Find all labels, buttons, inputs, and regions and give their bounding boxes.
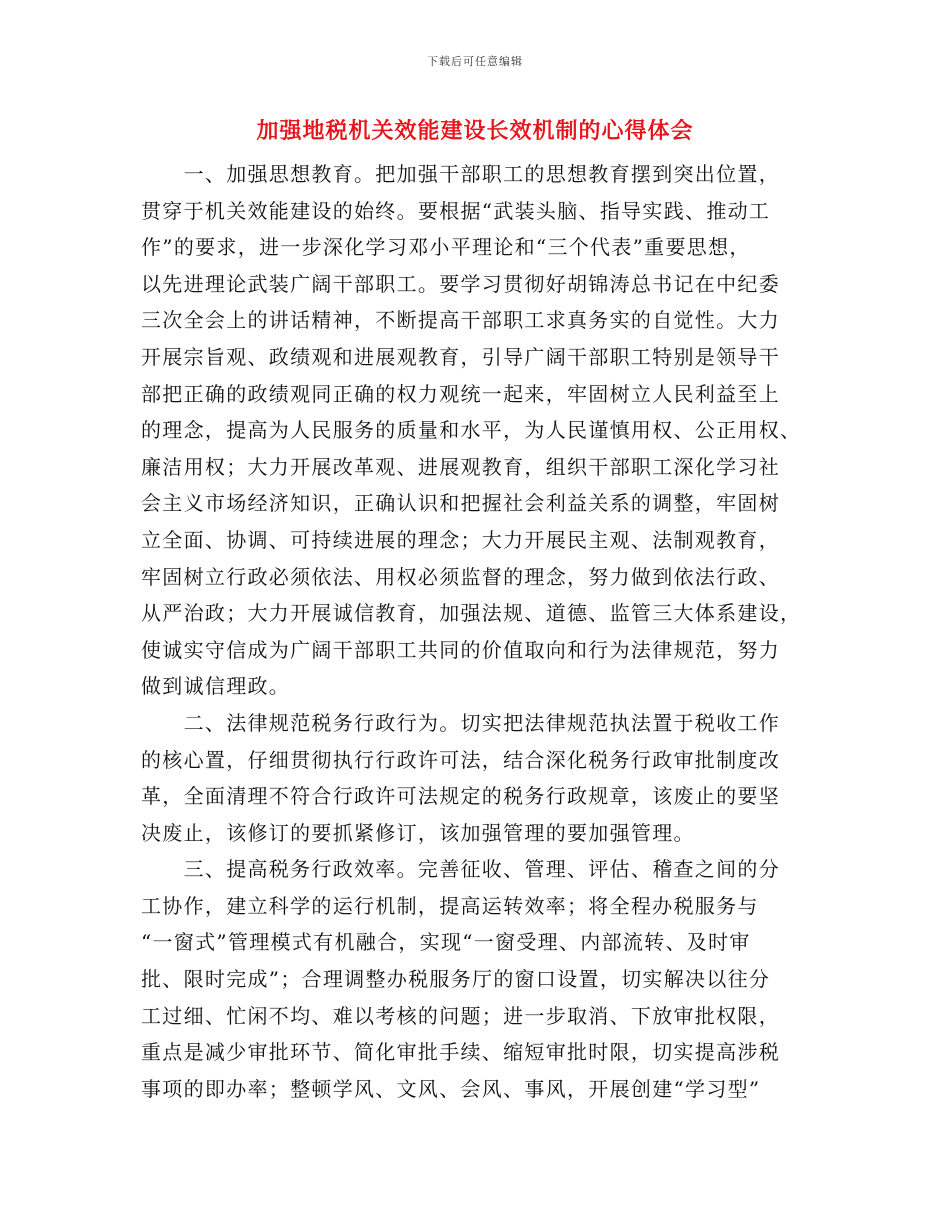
text-line: 二、法律规范税务行政行为。切实把法律规范执法置于税收工作 [141, 710, 780, 735]
text-line: 三、提高税务行政效率。完善征收、管理、评估、稽查之间的分 [141, 857, 780, 882]
text-line: 以先进理论武装广阔干部职工。要学习贯彻好胡锦涛总书记在中纪委 [141, 271, 780, 296]
text-line: 开展宗旨观、政绩观和进展观教育，引导广阔干部职工特别是领导干 [141, 344, 780, 369]
text-line: 立全面、协调、可持续进展的理念；大力开展民主观、法制观教育， [141, 527, 780, 552]
text-line: 廉洁用权；大力开展改革观、进展观教育，组织干部职工深化学习社 [141, 454, 780, 479]
text-line: 重点是减少审批环节、简化审批手续、缩短审批时限，切实提高涉税 [141, 1040, 780, 1065]
text-line: 作”的要求，进一步深化学习邓小平理论和“三个代表”重要思想， [141, 235, 751, 260]
document-body [141, 156, 806, 1107]
paragraph-3 [141, 851, 806, 1107]
paragraph-2 [141, 705, 806, 851]
text-line: 工过细、忙闲不均、难以考核的问题；进一步取消、下放审批权限， [141, 1003, 780, 1028]
text-line: 部把正确的政绩观同正确的权力观统一起来，牢固树立人民利益至上 [141, 381, 780, 406]
text-line: 工协作，建立科学的运行机制，提高运转效率；将全程办税服务与 [141, 893, 759, 918]
text-line: 一、加强思想教育。把加强干部职工的思想教育摆到突出位置， [141, 162, 780, 186]
document-title: 加强地税机关效能建设长效机制的心得体会 [256, 118, 694, 144]
paragraph-1 [141, 156, 806, 705]
text-line: 批、限时完成”；合理调整办税服务厅的窗口设置，切实解决以往分 [141, 967, 771, 992]
text-line: 的核心置，仔细贯彻执行行政许可法，结合深化税务行政审批制度改 [141, 747, 780, 772]
text-line: 从严治政；大力开展诚信教育，加强法规、道德、监管三大体系建设， [141, 601, 802, 626]
text-line: 使诚实守信成为广阔干部职工共同的价值取向和行为法律规范，努力 [141, 637, 780, 662]
text-line: 的理念，提高为人民服务的质量和水平，为人民谨慎用权、公正用权、 [141, 418, 802, 443]
text-line: 三次全会上的讲话精神，不断提高干部职工求真务实的自觉性。大力 [141, 308, 780, 333]
text-line: 贯穿于机关效能建设的始终。要根据“武装头脑、指导实践、推动工 [141, 198, 771, 223]
text-line: 革，全面清理不符合行政许可法规定的税务行政规章，该废止的要坚 [141, 784, 780, 809]
header-note: 下载后可任意编辑 [427, 55, 523, 68]
text-line: 做到诚信理政。 [141, 674, 291, 699]
text-line: 事项的即办率；整顿学风、文风、会风、事风，开展创建“学习型” [141, 1076, 761, 1101]
text-line: 牢固树立行政必须依法、用权必须监督的理念，努力做到依法行政、 [141, 564, 780, 589]
text-line: 决废止，该修订的要抓紧修订，该加强管理的要加强管理。 [141, 820, 695, 845]
text-line: 会主义市场经济知识，正确认识和把握社会利益关系的调整，牢固树 [141, 491, 780, 516]
text-line: “一窗式”管理模式有机融合，实现“一窗受理、内部流转、及时审 [141, 930, 751, 955]
